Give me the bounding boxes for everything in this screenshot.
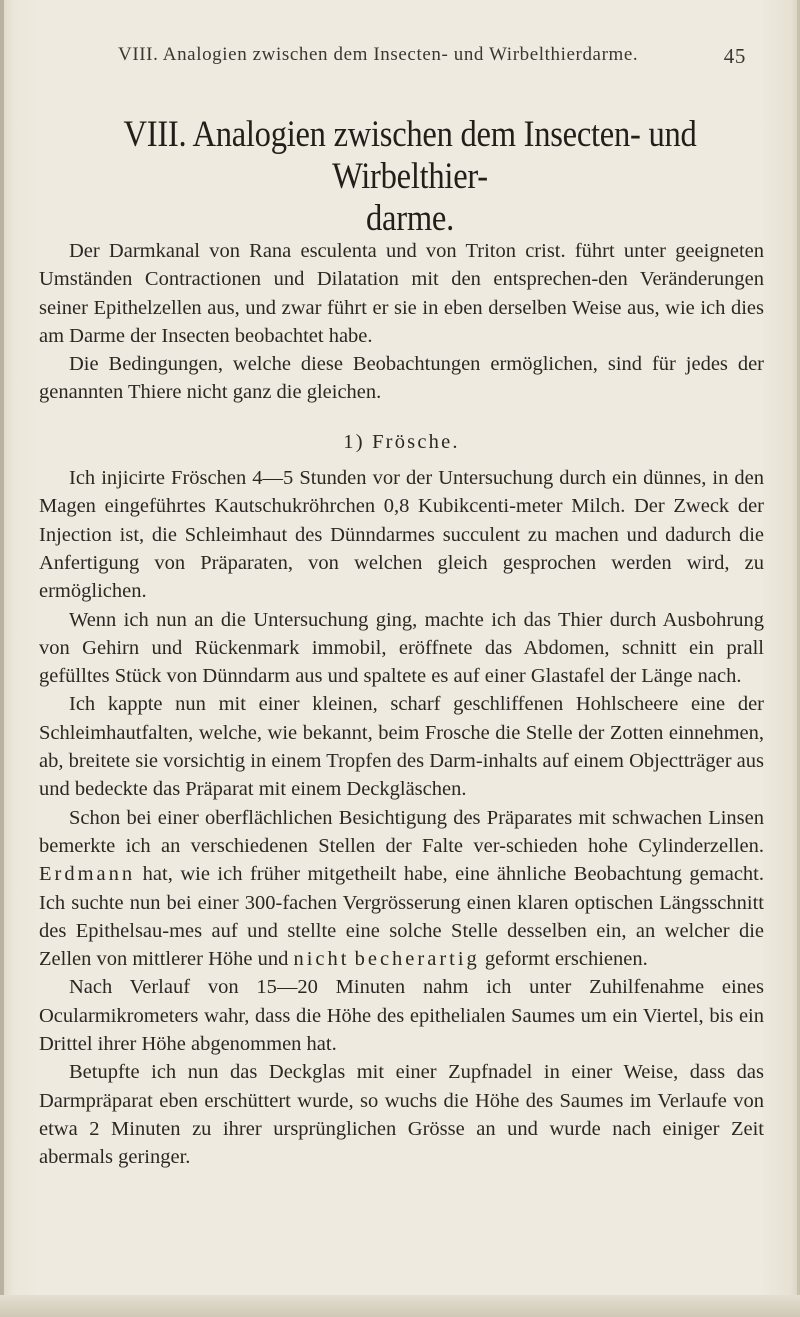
- chapter-title: [102, 114, 718, 240]
- paragraph-6-part-a: Schon bei einer oberflächlichen Besichtigung des Präparates mit schwachen Linsen bemerkte ich an verschiedenen Stellen der Falte ver-schieden hohe Cylinderzellen.: [39, 806, 764, 857]
- section-heading: 1) Frösche.: [343, 430, 460, 453]
- paragraph-6-part-b: hat, wie ich früher mitgetheilt habe, eine ähnliche Beobachtung gemacht. Ich suchte nun bei einer 300-fachen Vergrösserung einen klaren optischen Längsschnitt des Epithelsau-mes auf und stellte eine solche Stelle desselben ein, an welcher die Zellen von mittlerer Höhe und: [39, 863, 764, 971]
- paragraph-2: Die Bedingungen, welche diese Beobachtungen ermöglichen, sind für jedes der genannten Thiere nicht ganz die gleichen.: [39, 353, 764, 404]
- scan-bottom-edge: [0, 1295, 800, 1317]
- paragraph-3: Ich injicirte Fröschen 4—5 Stunden vor der Untersuchung durch ein dünnes, in den Magen eingeführtes Kautschukröhrchen 0,8 Kubikcenti-meter Milch. Der Zweck der Injection ist, die Schleimhaut des Dünndarmes succulent zu machen und dadurch die Anfertigung von Präparaten, von welchen gleich gesprochen werden wird, zu ermöglichen.: [39, 467, 764, 603]
- paragraph-8: Betupfte ich nun das Deckglas mit einer Zupfnadel in einer Weise, dass das Darmpräparat eben erschüttert wurde, so wuchs die Höhe des Saumes im Verlaufe von etwa 2 Minuten zu ihrer ursprünglichen Grösse an und wurde nach einiger Zeit abermals geringer.: [39, 1061, 764, 1169]
- page-number: 45: [723, 44, 746, 68]
- chapter-title-line-2: darme.: [366, 198, 454, 239]
- running-head-title: VIII. Analogien zwischen dem Insecten- und Wirbelthierdarme.: [118, 44, 639, 65]
- paragraph-6: [39, 804, 764, 974]
- paragraph-7: Nach Verlauf von 15—20 Minuten nahm ich unter Zuhilfenahme eines Ocularmikrometers wahr, dass die Höhe des epithelialen Saumes um ein Viertel, bis ein Drittel ihrer Höhe abgenommen hat.: [39, 976, 764, 1056]
- paragraph-1: Der Darmkanal von Rana esculenta und von Triton crist. führt unter geeigneten Umständen Contractionen und Dilatation mit den entsprechen-den Veränderungen seiner Epithelzellen aus, und zwar führt er sie in eben derselben Weise aus, wie ich dies am Darme der Insecten beobachtet habe.: [39, 240, 764, 347]
- emphasis-nicht: nicht: [293, 948, 350, 971]
- paragraph-6-part-c: geformt erschienen.: [484, 948, 648, 971]
- body-text: [39, 237, 764, 1172]
- paragraph-5: Ich kappte nun mit einer kleinen, scharf geschliffenen Hohlscheere eine der Schleimhautfalten, welche, wie bekannt, beim Frosche die Stelle der Zotten einnehmen, ab, breitete sie vorsichtig in einem Tropfen des Darm-inhalts auf einem Objectträger aus und bedeckte das Präparat mit einem Deckgläschen.: [39, 693, 764, 801]
- chapter-title-line-1: VIII. Analogien zwischen dem Insecten- und Wirbelthier-: [123, 114, 697, 197]
- author-name-erdmann: Erdmann: [39, 863, 136, 886]
- paragraph-4: Wenn ich nun an die Untersuchung ging, machte ich das Thier durch Ausbohrung von Gehirn und Rückenmark immobil, eröffnete das Abdomen, schnitt ein prall gefülltes Stück von Dünndarm aus und spaltete es auf einer Glastafel der Länge nach.: [39, 608, 764, 688]
- emphasis-becherartig: becherartig: [354, 948, 480, 971]
- scan-edge-left: [0, 0, 4, 1317]
